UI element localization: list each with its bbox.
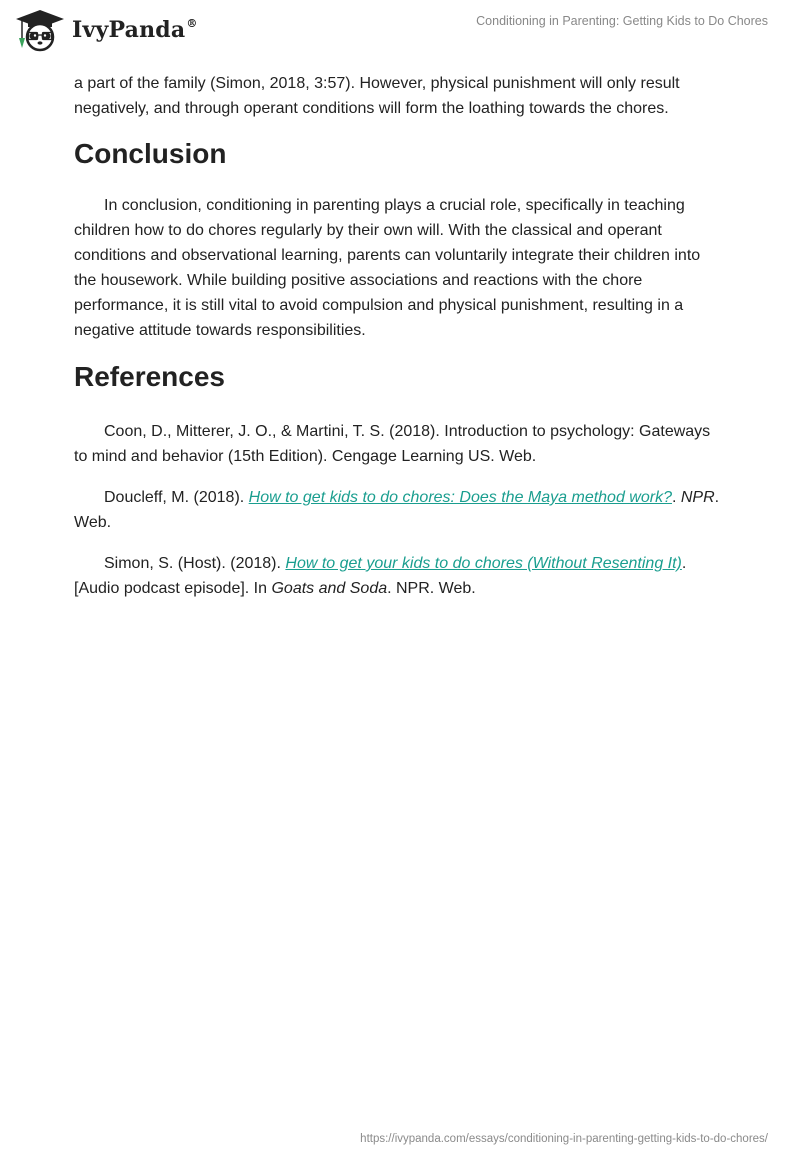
document-title: Conditioning in Parenting: Getting Kids to Do Chores [476, 14, 768, 28]
essay-body [74, 71, 726, 617]
panda-graduate-icon [14, 8, 66, 52]
reference-separator: . [671, 489, 681, 506]
reference-link[interactable]: How to get your kids to do chores (Without Resenting It) [285, 555, 682, 572]
references-heading: References [74, 361, 225, 392]
reference-suffix: . NPR. Web. [387, 580, 476, 597]
conclusion-paragraph: In conclusion, conditioning in parenting plays a crucial role, specifically in teaching children how to do chores regularly by their own will. With the classical and operant conditions and observational learning, parents can voluntarily integrate their children into the housework. While building positive associations and reactions with the chore performance, it is still vital to avoid compulsion and physical punishment, resulting in a negative attitude towards responsibilities. [74, 197, 701, 339]
footer-source-url[interactable]: https://ivypanda.com/essays/conditioning-in-parenting-getting-kids-to-do-chores/ [360, 1133, 768, 1145]
reference-author: Simon, S. (Host). (2018). [104, 555, 286, 572]
conclusion-heading: Conclusion [74, 138, 227, 169]
ivypanda-logo[interactable] [14, 8, 198, 52]
reference-link[interactable]: How to get kids to do chores: Does the Maya method work? [248, 489, 672, 506]
reference-item [74, 419, 726, 469]
reference-text: Coon, D., Mitterer, J. O., & Martini, T. S. (2018). Introduction to psychology: Gateways to mind and behavior (15th Edition). Cengage Learning US. Web. [74, 423, 711, 465]
page-header [0, 0, 800, 60]
reference-publisher: NPR [680, 489, 715, 506]
reference-publisher: Goats and Soda [271, 580, 388, 597]
reference-suffix: . Web. [74, 489, 720, 531]
reference-author: Doucleff, M. (2018). [104, 489, 249, 506]
reference-item [74, 551, 726, 601]
reference-item [74, 485, 726, 535]
reference-separator: . [Audio podcast episode]. In [74, 555, 687, 597]
logo-wordmark: IvyPanda® [72, 17, 198, 43]
intro-paragraph: a part of the family (Simon, 2018, 3:57). However, physical punishment will only result negatively, and through operant conditions will form the loathing towards the chores. [74, 75, 680, 117]
